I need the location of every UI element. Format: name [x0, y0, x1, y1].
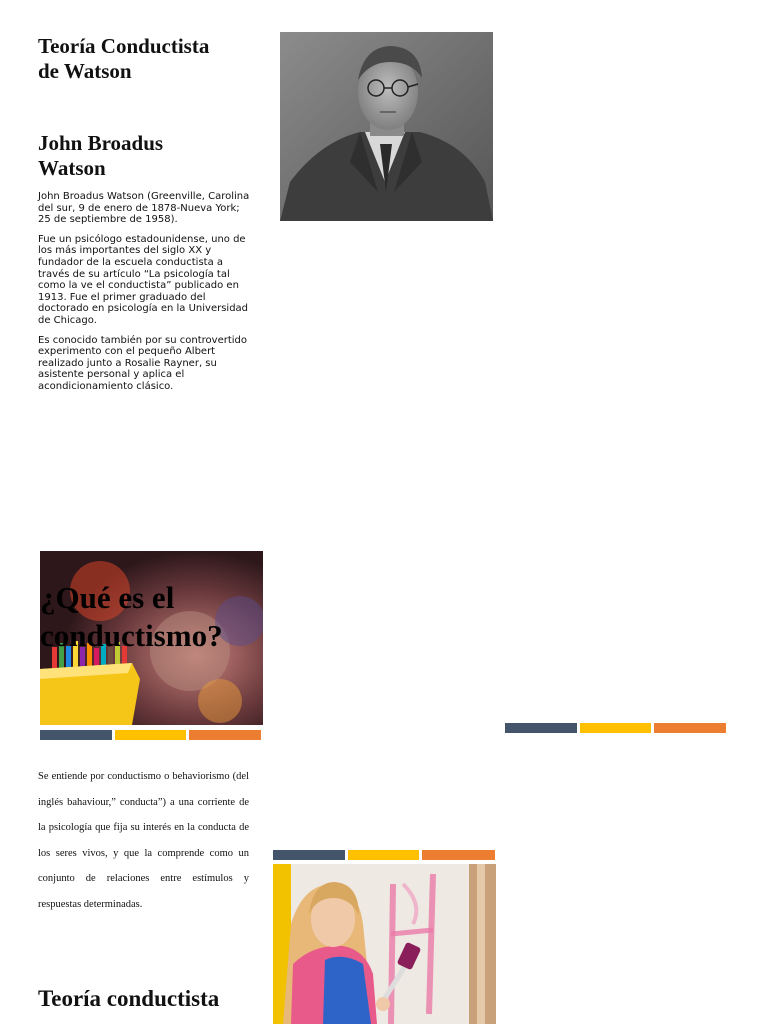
section-title-overlay [40, 579, 223, 655]
bio-text [38, 191, 250, 393]
bio-paragraph-1: John Broadus Watson (Greenville, Carolina del sur, 9 de enero de 1878-Nueva York; 25 de septiembre de 1958). [38, 191, 250, 226]
child-painting-photo [273, 864, 496, 1024]
accent-bar-slate [40, 730, 112, 740]
theory-heading-text: Teoría conductista [38, 986, 220, 1011]
section-title-line2: conductismo? [40, 618, 223, 653]
bio-heading-line2: Watson [38, 156, 106, 180]
accent-bar-orange [422, 850, 495, 860]
bio-heading [38, 131, 258, 181]
portrait-illustration [280, 32, 493, 221]
accent-bars-2 [505, 723, 726, 733]
accent-bar-gold [580, 723, 651, 733]
portrait-photo [280, 32, 493, 221]
accent-bar-gold [348, 850, 419, 860]
page-title [38, 34, 258, 84]
bio-heading-line1: John Broadus [38, 131, 164, 155]
accent-bar-slate [505, 723, 577, 733]
theory-heading [38, 986, 268, 1011]
accent-bar-slate [273, 850, 345, 860]
accent-bars-3 [273, 850, 495, 860]
painting-illustration [273, 864, 496, 1024]
section-title-line1: ¿Qué es el [40, 580, 175, 615]
definition-paragraph: Se entiende por conductismo o behaviorismo (del inglés bahaviour,” conducta”) a una corriente de la psicología que fija su interés en la conducta de los seres vivos, y que la comprende como un conjunto de relaciones entre estímulos y respuestas determinadas. [38, 771, 249, 910]
crayons-photo [40, 551, 263, 725]
accent-bars-1 [40, 730, 261, 740]
bio-paragraph-3: Es conocido también por su controvertido experimento con el pequeño Albert realizado junto a Rosalie Rayner, su asistente personal y aplica el acondicionamiento clásico. [38, 334, 247, 392]
accent-bar-orange [654, 723, 726, 733]
accent-bar-gold [115, 730, 186, 740]
page-title-line1: Teoría Conductista [38, 34, 210, 58]
accent-bar-orange [189, 730, 261, 740]
page-title-line2: de Watson [38, 59, 132, 83]
bio-paragraph-2: Fue un psicólogo estadounidense, uno de los más importantes del siglo XX y fundador de la escuela conductista a través de su artículo “La psicología tal como la ve el conductista” publicado en 1913. Fue el primer graduado del doctorado en psicología en la Universidad de Chicago. [38, 233, 249, 326]
